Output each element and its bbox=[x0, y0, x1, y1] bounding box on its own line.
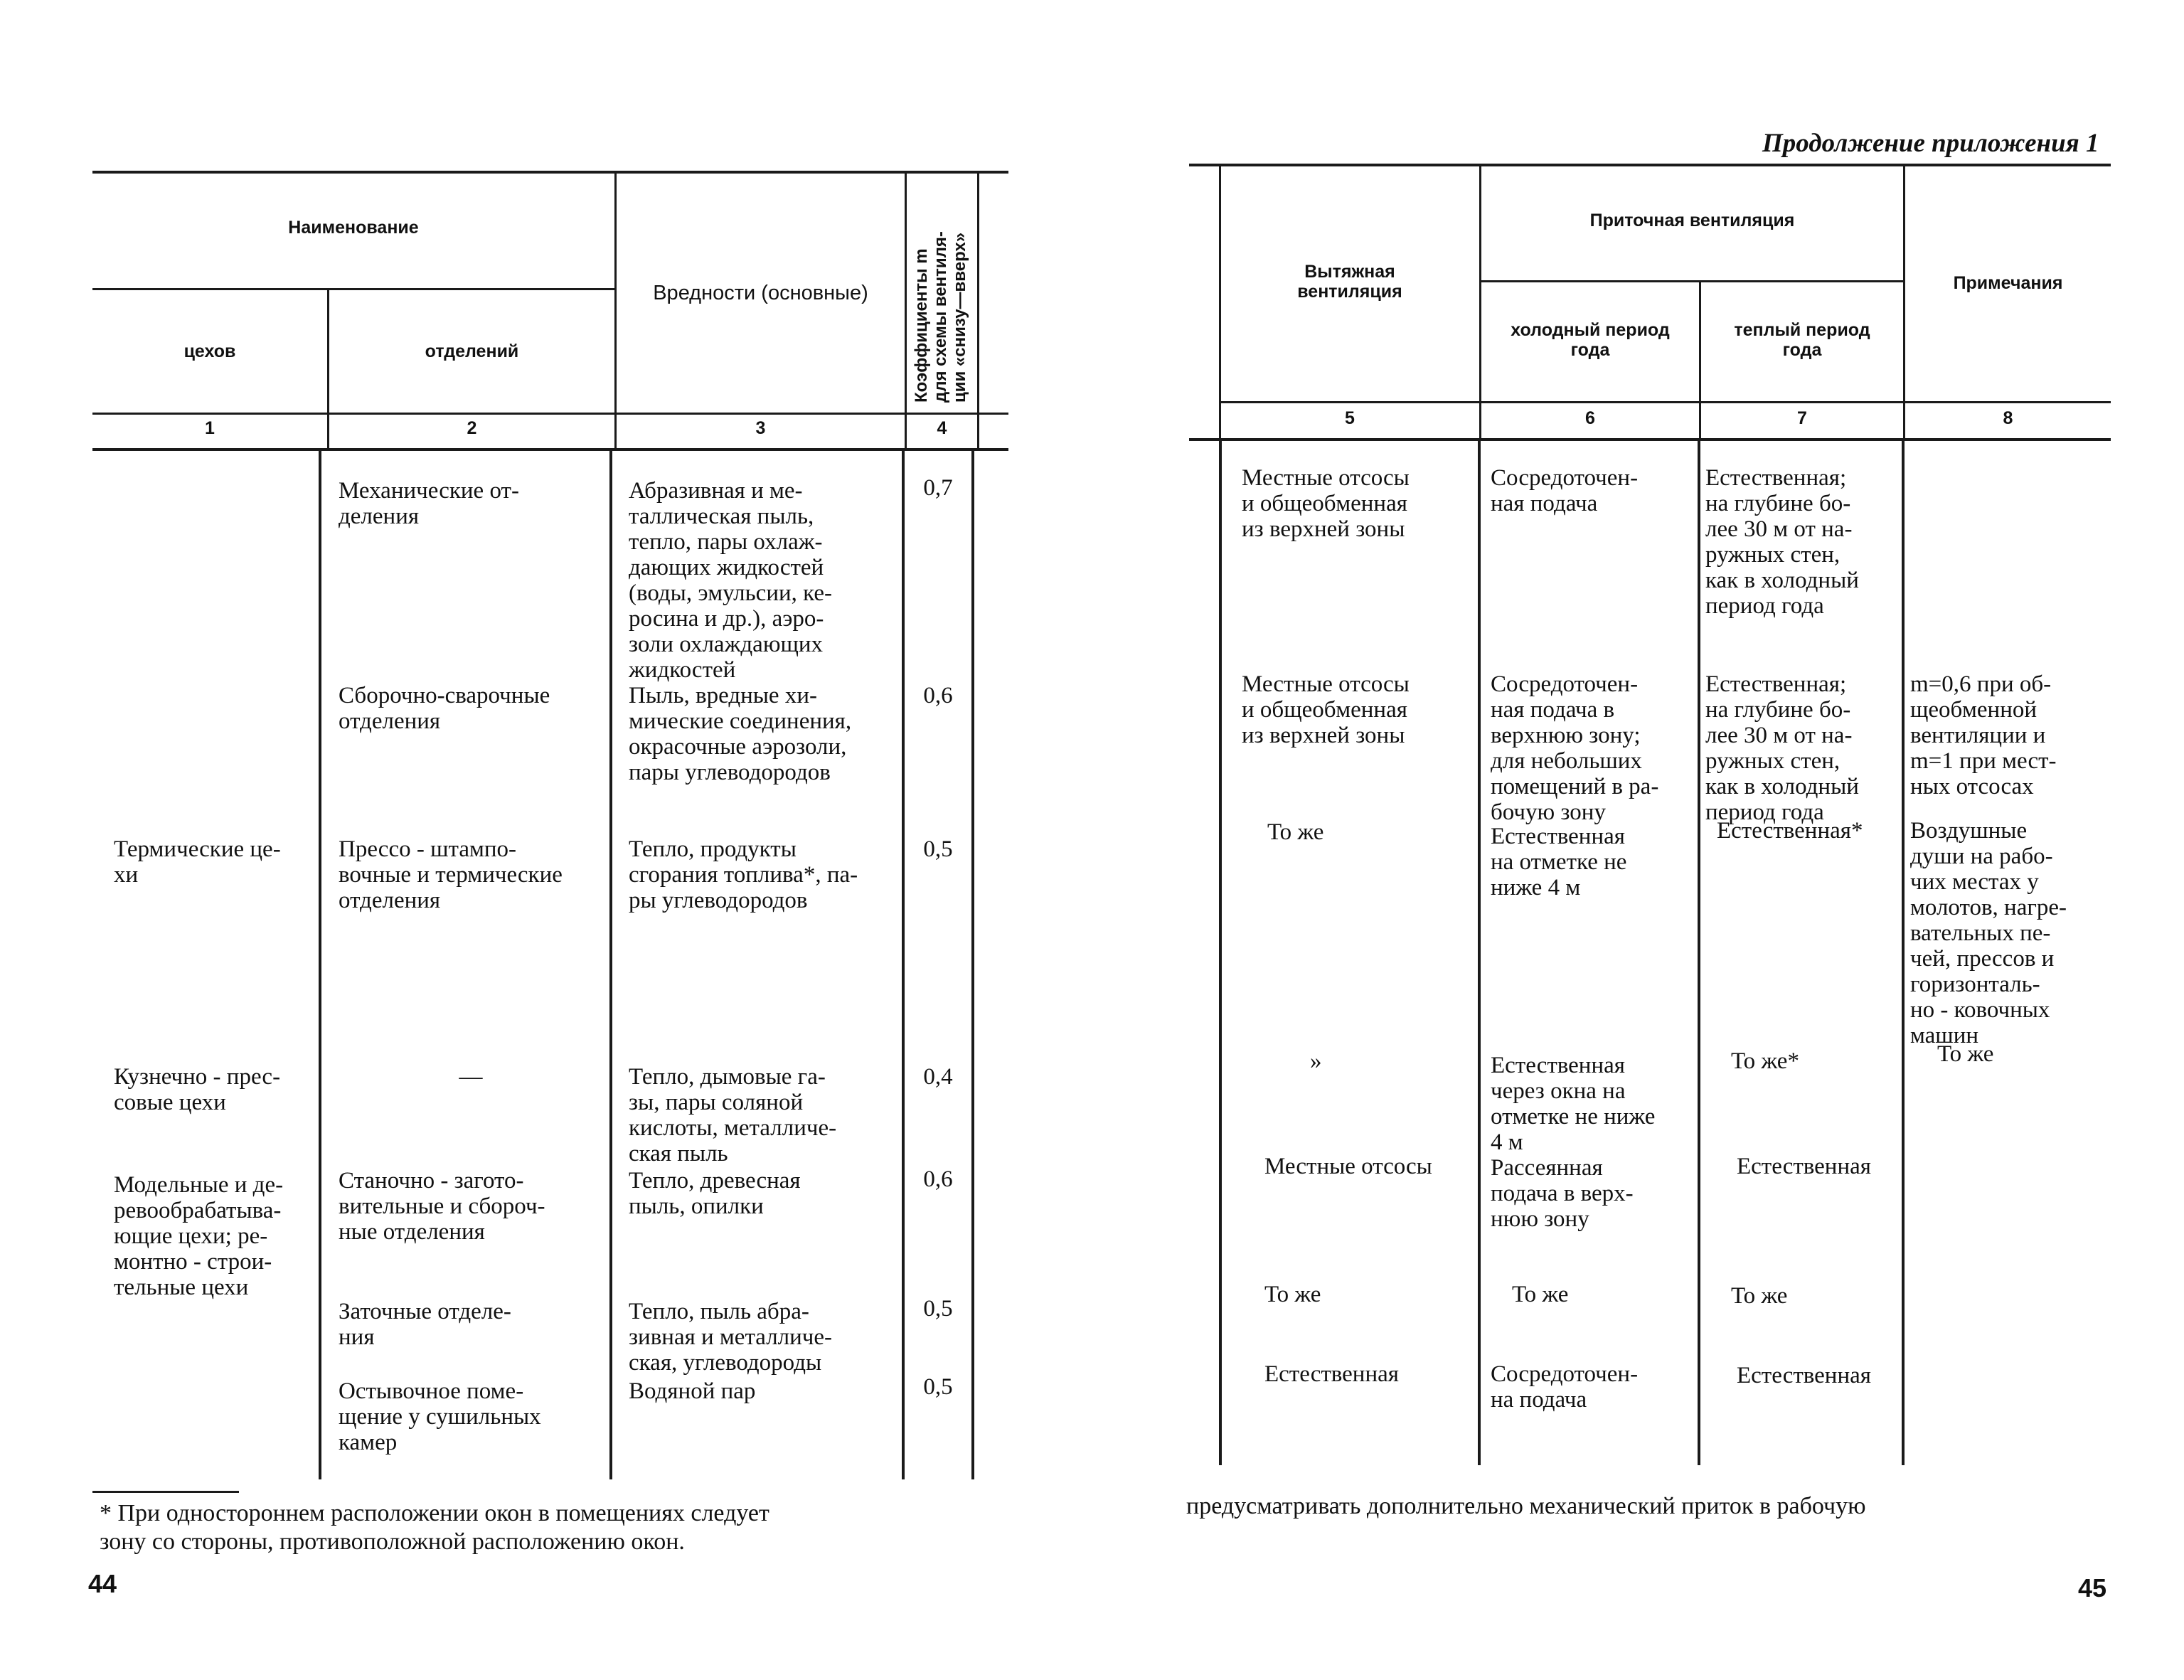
col4-row4: 0,4 bbox=[923, 1064, 953, 1090]
col2-row3: Прессо - штампо- вочные и термические отделения bbox=[339, 836, 563, 913]
r-vline-col7-body bbox=[1902, 441, 1905, 1465]
table-top-rule bbox=[92, 171, 1008, 174]
r-vline-col5-body bbox=[1478, 441, 1481, 1465]
r-numbers-bottom-rule bbox=[1189, 438, 2111, 441]
col-num-7: 7 bbox=[1797, 408, 1807, 428]
col4-row1: 0,7 bbox=[923, 475, 953, 501]
col7-row2: Естественная; на глубине бо- лее 30 м от на- ружных стен, как в холодный период года bbox=[1705, 671, 1859, 825]
col-num-4: 4 bbox=[937, 418, 947, 438]
col5-row5: Местные отсосы bbox=[1264, 1154, 1432, 1179]
appendix-title: Продолжение приложения 1 bbox=[1762, 129, 2099, 158]
col8-row2: m=0,6 при об- щеобменной вентиляции и m=1 при мест- ных отсосах bbox=[1910, 671, 2057, 799]
col5-row6: То же bbox=[1264, 1282, 1321, 1307]
r-vline-col5-header bbox=[1479, 165, 1481, 438]
col4-row6: 0,5 bbox=[923, 1296, 953, 1322]
col8-row4: То же bbox=[1937, 1041, 1994, 1067]
col5-row3: То же bbox=[1267, 819, 1324, 845]
col3-row7: Водяной пар bbox=[629, 1378, 756, 1404]
col2-row1: Механические от- деления bbox=[339, 478, 519, 529]
col2-row4: — bbox=[459, 1064, 483, 1090]
col4-row5: 0,6 bbox=[923, 1166, 953, 1192]
col-num-1: 1 bbox=[205, 418, 215, 438]
col-num-5: 5 bbox=[1345, 408, 1355, 428]
col4-row7: 0,5 bbox=[923, 1374, 953, 1400]
col1-termicheskie: Термические це- хи bbox=[114, 836, 281, 888]
r-pritochnaya-split-rule bbox=[1481, 280, 1905, 282]
header-bottom-rule bbox=[92, 413, 1008, 415]
col6-row4: Естественная через окна на отметке не ниже 4 м bbox=[1491, 1053, 1656, 1155]
header-otdeleniy: отделений bbox=[425, 341, 519, 361]
page-number-right: 45 bbox=[2078, 1573, 2107, 1602]
col7-row7: Естественная bbox=[1737, 1363, 1871, 1388]
header-kholodny: холодный период года bbox=[1511, 320, 1670, 360]
col5-row4: » bbox=[1310, 1048, 1322, 1074]
col3-row1: Абразивная и ме- таллическая пыль, тепло, пары охлаж- дающих жидкостей (воды, эмульсии, ке- росина и др.), аэро- золи охлаждающих жидкостей bbox=[629, 478, 832, 683]
r-vline-col6-body bbox=[1698, 441, 1700, 1465]
vline-col4-header bbox=[977, 172, 979, 448]
col6-row5: Рассеянная подача в верх- нюю зону bbox=[1491, 1155, 1634, 1232]
r-vline-col7-header bbox=[1903, 165, 1905, 438]
header-primechaniya: Примечания bbox=[1953, 273, 2063, 293]
col2-row5: Станочно - загото- вительные и сбороч- ные отделения bbox=[339, 1168, 545, 1245]
col4-row3: 0,5 bbox=[923, 836, 953, 862]
col7-row4: То же* bbox=[1731, 1048, 1799, 1074]
r-vline-left-body bbox=[1219, 441, 1222, 1465]
col6-row2: Сосредоточен- ная подача в верхнюю зону; для небольших помещений в ра- бочую зону bbox=[1491, 671, 1659, 825]
col6-row6: То же bbox=[1512, 1282, 1569, 1307]
header-naimenovanie: Наименование bbox=[288, 218, 419, 238]
col6-row1: Сосредоточен- ная подача bbox=[1491, 465, 1639, 516]
vline-col1-body bbox=[319, 451, 321, 1479]
col5-row1: Местные отсосы и общеобменная из верхней зоны bbox=[1242, 465, 1410, 542]
header-vrednosti: Вредности (основные) bbox=[653, 282, 868, 304]
header-tepliy: теплый период года bbox=[1734, 320, 1870, 360]
footnote-rule bbox=[92, 1491, 239, 1493]
r-vline-left-header bbox=[1219, 165, 1221, 438]
col8-row3: Воздушные души на рабо- чих местах у молотов, нагре- вательных пе- чей, прессов и горизонталь- но - ковочных машин bbox=[1910, 818, 2067, 1048]
col1-modelnye: Модельные и де- ревообрабатыва- ющие цехи; ре- монтно - строи- тельные цехи bbox=[114, 1172, 284, 1300]
col5-row7: Естественная bbox=[1264, 1361, 1399, 1387]
col2-row6: Заточные отделе- ния bbox=[339, 1299, 511, 1350]
footnote-text: * При одностороннем расположении окон в помещениях следует зону со стороны, противоположной расположению окон. bbox=[100, 1500, 769, 1555]
col4-row2: 0,6 bbox=[923, 683, 953, 708]
col1-kuznechno: Кузнечно - прес- совые цехи bbox=[114, 1064, 281, 1115]
col5-row2: Местные отсосы и общеобменная из верхней зоны bbox=[1242, 671, 1410, 748]
vline-col3-header bbox=[905, 172, 907, 448]
col-num-2: 2 bbox=[467, 418, 477, 438]
col7-row6: То же bbox=[1731, 1283, 1788, 1309]
vline-col4-body bbox=[971, 451, 974, 1479]
header-vytyazhnaya: Вытяжная вентиляция bbox=[1297, 262, 1402, 302]
header-pritochnaya: Приточная вентиляция bbox=[1589, 211, 1795, 230]
col3-row4: Тепло, дымовые га- зы, пары соляной кислоты, металличе- ская пыль bbox=[629, 1064, 837, 1166]
page-number-left: 44 bbox=[88, 1569, 117, 1598]
vline-col2-header bbox=[614, 172, 617, 448]
col-num-8: 8 bbox=[2003, 408, 2013, 428]
naimenovanie-split-rule bbox=[92, 288, 615, 290]
col-num-3: 3 bbox=[755, 418, 766, 438]
col7-row3: Естественная* bbox=[1717, 818, 1863, 844]
col7-row5: Естественная bbox=[1737, 1154, 1871, 1179]
vline-col3-body bbox=[902, 451, 905, 1479]
r-table-top-rule bbox=[1189, 164, 2111, 166]
header-tsekhov: цехов bbox=[183, 341, 236, 361]
r-header-bottom-rule bbox=[1220, 401, 2111, 403]
col7-row1: Естественная; на глубине бо- лее 30 м от на- ружных стен, как в холодный период года bbox=[1705, 465, 1859, 619]
col6-row7: Сосредоточен- на подача bbox=[1491, 1361, 1639, 1413]
numbers-bottom-rule bbox=[92, 448, 1008, 451]
col3-row2: Пыль, вредные хи- мические соединения, окрасочные аэрозоли, пары углеводородов bbox=[629, 683, 852, 785]
vline-col2-body bbox=[609, 451, 612, 1479]
col3-row3: Тепло, продукты сгорания топлива*, па- ры углеводородов bbox=[629, 836, 858, 913]
col3-row6: Тепло, пыль абра- зивная и металличе- ская, углеводороды bbox=[629, 1299, 833, 1376]
col2-row2: Сборочно-сварочные отделения bbox=[339, 683, 550, 734]
footnote-continuation: предусматривать дополнительно механический приток в рабочую bbox=[1186, 1493, 1866, 1519]
header-koef-vertical: Коэффициенты m для схемы вентиля- ции «снизу—вверх» bbox=[912, 231, 969, 403]
col2-row7: Остывочное поме- щение у сушильных камер bbox=[339, 1378, 541, 1455]
col-num-6: 6 bbox=[1585, 408, 1595, 428]
col6-row3: Естественная на отметке не ниже 4 м bbox=[1491, 824, 1627, 900]
col3-row5: Тепло, древесная пыль, опилки bbox=[629, 1168, 801, 1219]
